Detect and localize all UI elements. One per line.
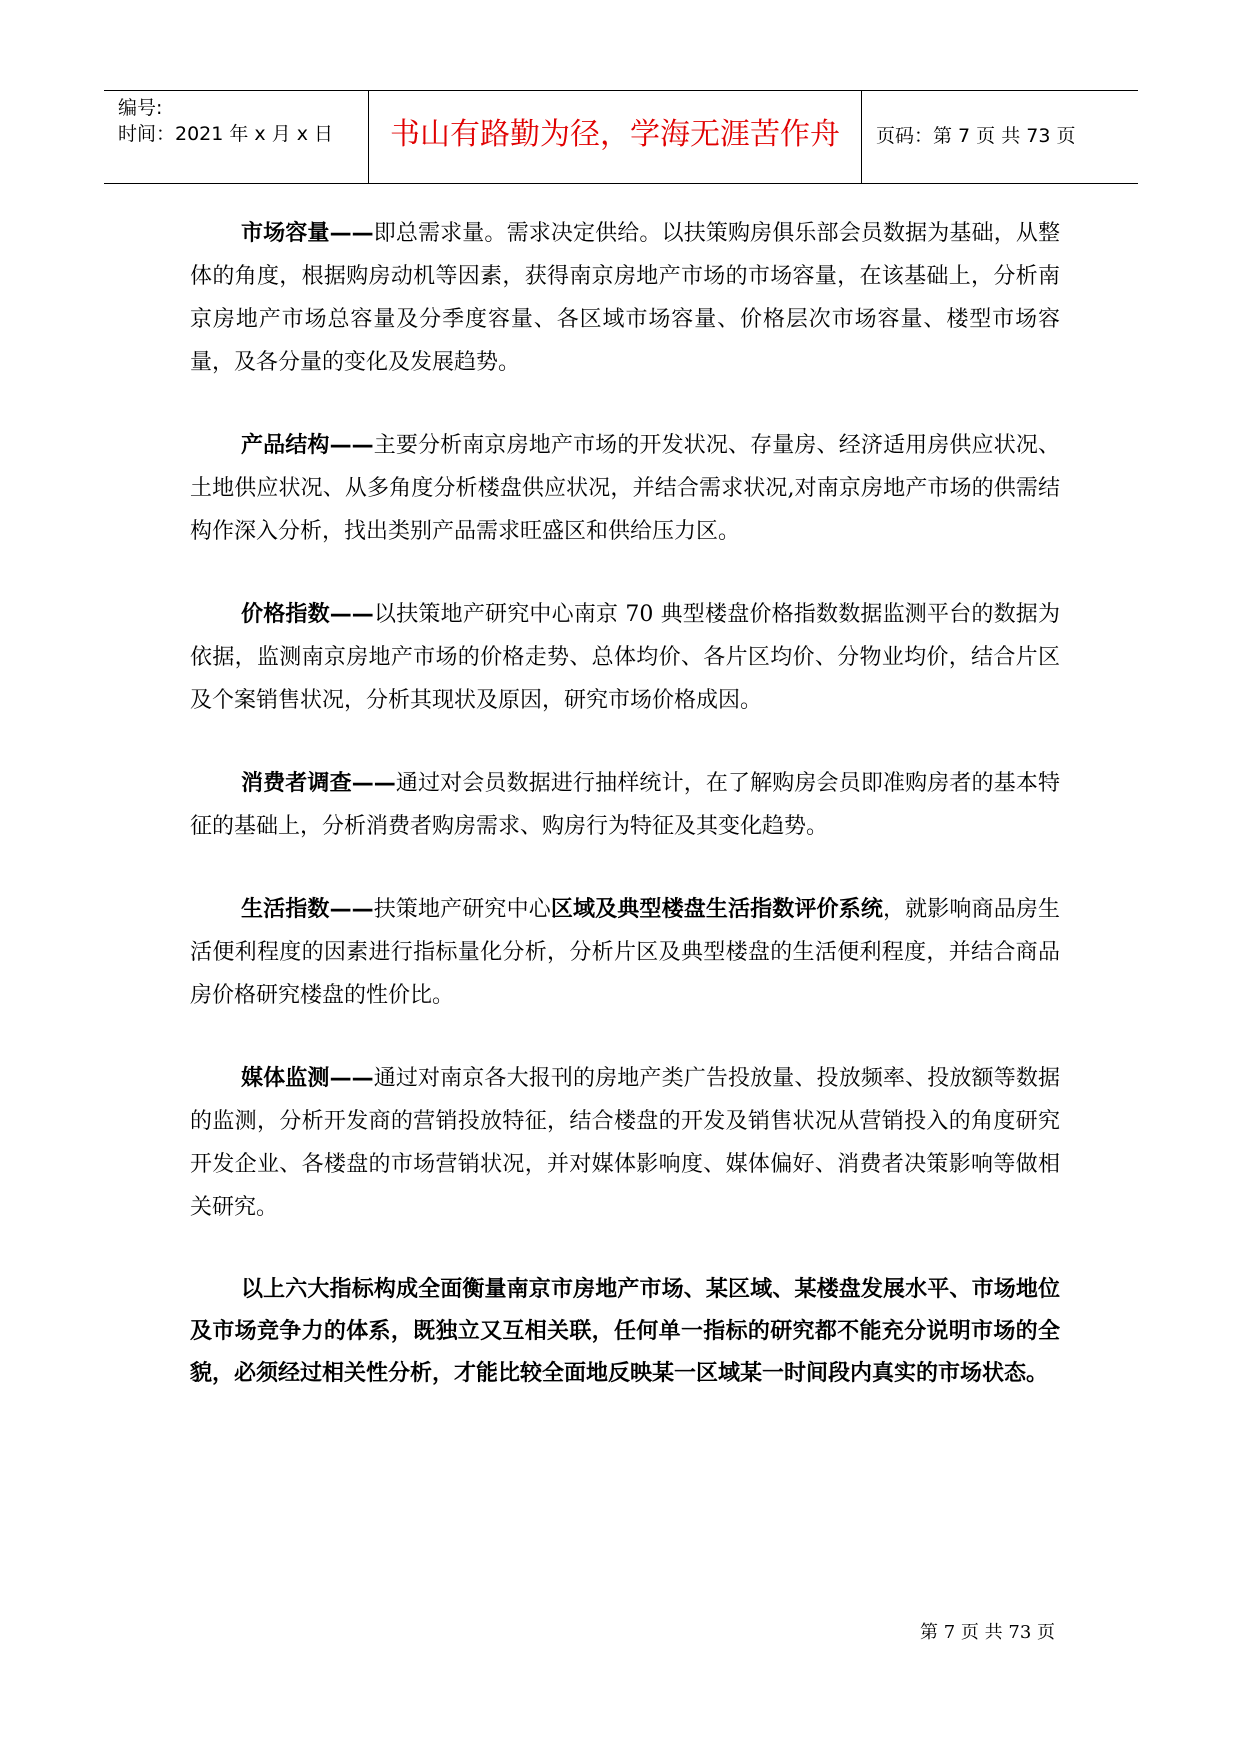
- section-living-index: [190, 888, 1060, 1017]
- section-text: ，就影响商品房生活便利程度的因素进行指标量化分析，分析片区及典型楼盘的生活便利程度，并结合商品房价格研究楼盘的性价比。: [190, 897, 1060, 1008]
- page-header: [104, 90, 1138, 184]
- page-footer: 第 7 页 共 73 页: [920, 1622, 1055, 1643]
- section-consumer-survey: [190, 762, 1060, 848]
- section-term: 生活指数——: [241, 897, 374, 922]
- header-info-cell: [104, 91, 369, 183]
- document-time-label: 时间：2021 年 x 月 x 日: [118, 123, 334, 145]
- section-term: 产品结构——: [241, 433, 374, 458]
- header-motto-cell: [369, 91, 862, 183]
- header-page-cell: [862, 91, 1138, 183]
- section-price-index: [190, 593, 1060, 722]
- motto: 书山有路勤为径，学海无涯苦作舟: [390, 117, 840, 152]
- section-term: 价格指数——: [241, 602, 374, 627]
- document-number-label: 编号:: [118, 97, 163, 119]
- section-product-structure: [190, 424, 1060, 553]
- summary-paragraph: 以上六大指标构成全面衡量南京市房地产市场、某区域、某楼盘发展水平、市场地位及市场竞争力的体系，既独立又互相关联，任何单一指标的研究都不能充分说明市场的全貌，必须经过相关性分析，才能比较全面地反映某一区域某一时间段内真实的市场状态。: [190, 1277, 1060, 1386]
- section-term: 市场容量——: [241, 221, 374, 246]
- section-text: 即总需求量。需求决定供给。以扶策购房俱乐部会员数据为基础，从整体的角度，根据购房动机等因素，获得南京房地产市场的市场容量，在该基础上，分析南京房地产市场总容量及分季度容量、各区域市场容量、价格层次市场容量、楼型市场容量，及各分量的变化及发展趋势。: [190, 221, 1060, 375]
- section-media-monitoring: [190, 1057, 1060, 1229]
- section-text: 通过对会员数据进行抽样统计，在了解购房会员即准购房者的基本特征的基础上，分析消费者购房需求、购房行为特征及其变化趋势。: [190, 771, 1060, 839]
- document-body: [190, 212, 1060, 1435]
- section-text: 以扶策地产研究中心南京 70 典型楼盘价格指数数据监测平台的数据为依据，监测南京房地产市场的价格走势、总体均价、各片区均价、分物业均价，结合片区及个案销售状况，分析其现状及原因，研究市场价格成因。: [190, 602, 1060, 713]
- section-text: 通过对南京各大报刊的房地产类广告投放量、投放频率、投放额等数据的监测，分析开发商的营销投放特征，结合楼盘的开发及销售状况从营销投入的角度研究开发企业、各楼盘的市场营销状况，并对媒体影响度、媒体偏好、消费者决策影响等做相关研究。: [190, 1066, 1060, 1220]
- header-page-number: 页码：第 7 页 共 73 页: [876, 125, 1076, 147]
- section-text: 主要分析南京房地产市场的开发状况、存量房、经济适用房供应状况、土地供应状况、从多角度分析楼盘供应状况，并结合需求状况,对南京房地产市场的供需结构作深入分析，找出类别产品需求旺盛区和供给压力区。: [190, 433, 1060, 544]
- section-market-capacity: [190, 212, 1060, 384]
- section-term: 媒体监测——: [241, 1066, 374, 1091]
- section-highlight: 区域及典型楼盘生活指数评价系统: [550, 897, 883, 922]
- section-text: 扶策地产研究中心: [373, 897, 551, 922]
- section-term: 消费者调查——: [241, 771, 396, 796]
